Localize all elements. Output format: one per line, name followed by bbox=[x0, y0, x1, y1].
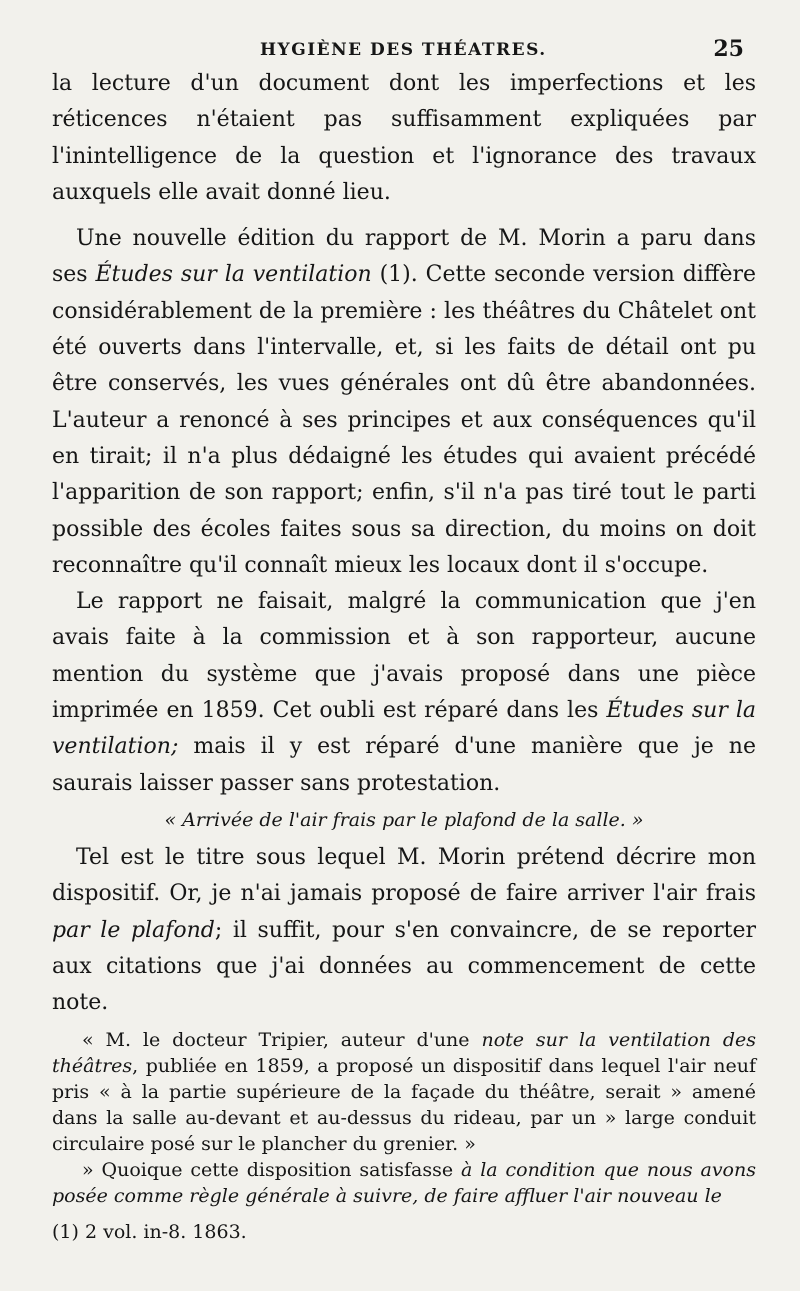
footnote: (1) 2 vol. in-8. 1863. bbox=[52, 1221, 247, 1244]
text-run: ; il suffit, pour s'en convaincre, de se reporter aux citations que j'ai données au commencement de cette note. bbox=[52, 917, 757, 1016]
emphasis-italic: à la condition que nous avons posée comme règle générale à suivre, de faire affluer l'air nouveau le bbox=[52, 1159, 756, 1208]
text-run: « M. le docteur Tripier, auteur d'une bbox=[82, 1029, 482, 1052]
quoted-title: « Arrivée de l'air frais par le plafond de la salle. » bbox=[164, 808, 644, 831]
text-run: mais il y est réparé d'une manière que je ne saurais laisser passer sans protestation. bbox=[52, 734, 756, 796]
text-run: Le rapport ne faisait, malgré la communication que j'en avais faite à la commission et à son rapporteur, aucune mention du système que j'avais proposé dans une pièce imprimée en 1859. Cet oubli est réparé dans les bbox=[52, 589, 756, 724]
text-run: Une nouvelle édition du rapport de M. Morin a paru dans ses bbox=[52, 226, 756, 288]
paragraph-continuation: la lecture d'un document dont les imperfections et les réticences n'étaient pas suffisamment expliquées par l'inintelligence de la question et l'ignorance des travaux auxquels elle avait donné lieu. bbox=[52, 71, 756, 205]
text-run: » Quoique cette disposition satisfasse bbox=[82, 1159, 461, 1182]
paragraph-report bbox=[52, 584, 756, 802]
running-head bbox=[52, 26, 756, 66]
running-title: HYGIÈNE DES THÉATRES. bbox=[260, 40, 547, 60]
book-title-italic: Études sur la ventilation; bbox=[52, 698, 757, 760]
text-run: (1). Cette seconde version diffère considérablement de la première : les théâtres du Châtelet ont été ouverts dans l'intervalle, et, si les faits de détail ont pu être conservés, les vues générales ont dû être abandonnées. L'auteur a renoncé à ses principes et aux conséquences qu'il en tirait; il n'a plus dédaigné les études qui avaient précédé l'apparition de son rapport; enfin, s'il n'a pas tiré tout le parti possible des écoles faites sous sa direction, du moins on doit reconnaître qu'il connaît mieux les locaux dont il s'occupe. bbox=[52, 262, 757, 578]
quotation-paragraph bbox=[52, 1157, 756, 1209]
quotation-block bbox=[52, 1027, 756, 1209]
book-title-italic: Études sur la ventilation bbox=[95, 262, 372, 288]
note-title-italic: note sur la ventilation des théâtres bbox=[52, 1029, 756, 1078]
paragraph-title-claim bbox=[52, 840, 756, 1021]
body-text bbox=[52, 66, 756, 1021]
text-run: , publiée en 1859, a proposé un dispositif dans lequel l'air neuf pris « à la partie supérieure de la façade du théâtre, serait » amené dans la salle au-devant et au-dessus du rideau, par un » large conduit circulaire posé sur le plancher du grenier. » bbox=[52, 1055, 756, 1156]
quotation-paragraph bbox=[52, 1027, 756, 1157]
emphasis-italic: par le plafond bbox=[52, 917, 215, 943]
paragraph-new-edition bbox=[52, 221, 756, 584]
text-run: Tel est le titre sous lequel M. Morin prétend décrire mon dispositif. Or, je n'ai jamais proposé de faire arriver l'air frais bbox=[52, 844, 756, 907]
page-number: 25 bbox=[713, 36, 744, 62]
